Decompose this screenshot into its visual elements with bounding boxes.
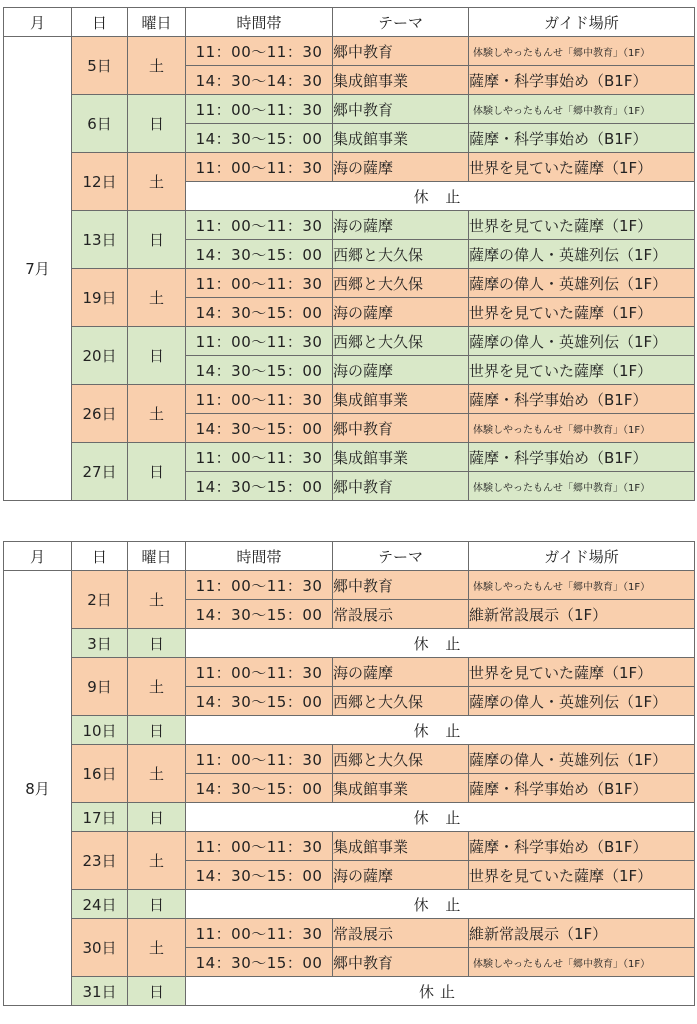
header-row (4, 542, 695, 571)
header-month: 月 (4, 8, 72, 37)
table-row (4, 95, 695, 124)
weekday-cell: 日 (128, 327, 186, 385)
place-cell: 薩摩の偉人・英雄列伝（1F） (469, 240, 695, 269)
header-theme: テーマ (333, 542, 469, 571)
table-row (4, 443, 695, 472)
theme-cell: 集成館事業 (333, 385, 469, 414)
day-cell: 13日 (72, 211, 128, 269)
weekday-cell: 土 (128, 269, 186, 327)
place-cell: 維新常設展示（1F） (469, 600, 695, 629)
place-cell: 薩摩の偉人・英雄列伝（1F） (469, 687, 695, 716)
closed-cell: 休 止 (186, 629, 695, 658)
place-cell: 薩摩の偉人・英雄列伝（1F） (469, 327, 695, 356)
day-cell: 5日 (72, 37, 128, 95)
day-cell: 6日 (72, 95, 128, 153)
day-cell: 24日 (72, 890, 128, 919)
place-cell: 体験しやったもんせ「郷中教育」（1F） (469, 472, 695, 501)
time-cell: 11：00〜11：30 (186, 571, 333, 600)
time-cell: 14：30〜15：00 (186, 948, 333, 977)
table-row (4, 919, 695, 948)
theme-cell: 郷中教育 (333, 571, 469, 600)
header-day: 日 (72, 8, 128, 37)
time-cell: 11：00〜11：30 (186, 37, 333, 66)
schedule-table-august (3, 541, 695, 1006)
table-row (4, 37, 695, 66)
time-cell: 14：30〜15：00 (186, 600, 333, 629)
day-cell: 16日 (72, 745, 128, 803)
weekday-cell: 日 (128, 443, 186, 501)
month-cell: 8月 (4, 571, 72, 1006)
time-cell: 11：00〜11：30 (186, 443, 333, 472)
weekday-cell: 日 (128, 890, 186, 919)
weekday-cell: 土 (128, 385, 186, 443)
weekday-cell: 土 (128, 571, 186, 629)
place-cell: 薩摩・科学事始め（B1F） (469, 66, 695, 95)
day-cell: 26日 (72, 385, 128, 443)
place-cell: 世界を見ていた薩摩（1F） (469, 356, 695, 385)
time-cell: 14：30〜15：00 (186, 240, 333, 269)
theme-cell: 集成館事業 (333, 66, 469, 95)
theme-cell: 常設展示 (333, 600, 469, 629)
weekday-cell: 土 (128, 658, 186, 716)
day-cell: 31日 (72, 977, 128, 1006)
table-row (4, 571, 695, 600)
place-cell: 維新常設展示（1F） (469, 919, 695, 948)
time-cell: 11：00〜11：30 (186, 658, 333, 687)
weekday-cell: 日 (128, 629, 186, 658)
day-cell: 20日 (72, 327, 128, 385)
day-cell: 10日 (72, 716, 128, 745)
place-cell: 薩摩・科学事始め（B1F） (469, 443, 695, 472)
weekday-cell: 土 (128, 832, 186, 890)
day-cell: 9日 (72, 658, 128, 716)
place-cell: 世界を見ていた薩摩（1F） (469, 211, 695, 240)
header-theme: テーマ (333, 8, 469, 37)
weekday-cell: 日 (128, 803, 186, 832)
header-weekday: 曜日 (128, 8, 186, 37)
theme-cell: 西郷と大久保 (333, 240, 469, 269)
time-cell: 11：00〜11：30 (186, 269, 333, 298)
place-cell: 薩摩・科学事始め（B1F） (469, 385, 695, 414)
header-place: ガイド場所 (469, 542, 695, 571)
day-cell: 23日 (72, 832, 128, 890)
theme-cell: 郷中教育 (333, 95, 469, 124)
weekday-cell: 日 (128, 211, 186, 269)
place-cell: 体験しやったもんせ「郷中教育」（1F） (469, 414, 695, 443)
theme-cell: 海の薩摩 (333, 861, 469, 890)
theme-cell: 海の薩摩 (333, 356, 469, 385)
table-row (4, 211, 695, 240)
time-cell: 11：00〜11：30 (186, 327, 333, 356)
closed-cell: 休 止 (186, 182, 695, 211)
table-row (4, 716, 695, 745)
time-cell: 11：00〜11：30 (186, 211, 333, 240)
place-cell: 薩摩・科学事始め（B1F） (469, 832, 695, 861)
time-cell: 14：30〜15：00 (186, 298, 333, 327)
table-row (4, 803, 695, 832)
theme-cell: 郷中教育 (333, 948, 469, 977)
place-cell: 薩摩・科学事始め（B1F） (469, 124, 695, 153)
place-cell: 薩摩の偉人・英雄列伝（1F） (469, 745, 695, 774)
table-row (4, 153, 695, 182)
header-time: 時間帯 (186, 8, 333, 37)
theme-cell: 西郷と大久保 (333, 687, 469, 716)
theme-cell: 海の薩摩 (333, 658, 469, 687)
table-row (4, 385, 695, 414)
time-cell: 14：30〜15：00 (186, 356, 333, 385)
table-row (4, 658, 695, 687)
time-cell: 14：30〜15：00 (186, 861, 333, 890)
theme-cell: 郷中教育 (333, 472, 469, 501)
weekday-cell: 土 (128, 919, 186, 977)
weekday-cell: 土 (128, 153, 186, 211)
table-row (4, 977, 695, 1006)
time-cell: 11：00〜11：30 (186, 745, 333, 774)
day-cell: 27日 (72, 443, 128, 501)
place-cell: 薩摩・科学事始め（B1F） (469, 774, 695, 803)
closed-cell: 休 止 (186, 890, 695, 919)
theme-cell: 集成館事業 (333, 774, 469, 803)
time-cell: 11：00〜11：30 (186, 153, 333, 182)
place-cell: 世界を見ていた薩摩（1F） (469, 298, 695, 327)
time-cell: 14：30〜15：00 (186, 774, 333, 803)
time-cell: 11：00〜11：30 (186, 95, 333, 124)
day-cell: 2日 (72, 571, 128, 629)
table-row (4, 832, 695, 861)
theme-cell: 集成館事業 (333, 832, 469, 861)
header-time: 時間帯 (186, 542, 333, 571)
weekday-cell: 日 (128, 977, 186, 1006)
place-cell: 体験しやったもんせ「郷中教育」（1F） (469, 948, 695, 977)
theme-cell: 海の薩摩 (333, 211, 469, 240)
place-cell: 世界を見ていた薩摩（1F） (469, 861, 695, 890)
time-cell: 14：30〜15：00 (186, 687, 333, 716)
table-row (4, 269, 695, 298)
time-cell: 14：30〜15：00 (186, 414, 333, 443)
closed-cell: 休 止 (186, 803, 695, 832)
header-place: ガイド場所 (469, 8, 695, 37)
theme-cell: 常設展示 (333, 919, 469, 948)
theme-cell: 集成館事業 (333, 443, 469, 472)
day-cell: 30日 (72, 919, 128, 977)
theme-cell: 海の薩摩 (333, 298, 469, 327)
header-day: 日 (72, 542, 128, 571)
weekday-cell: 土 (128, 745, 186, 803)
time-cell: 11：00〜11：30 (186, 385, 333, 414)
time-cell: 14：30〜15：00 (186, 472, 333, 501)
time-cell: 11：00〜11：30 (186, 919, 333, 948)
place-cell: 体験しやったもんせ「郷中教育」（1F） (469, 571, 695, 600)
theme-cell: 西郷と大久保 (333, 269, 469, 298)
theme-cell: 西郷と大久保 (333, 327, 469, 356)
day-cell: 12日 (72, 153, 128, 211)
table-row (4, 629, 695, 658)
place-cell: 世界を見ていた薩摩（1F） (469, 153, 695, 182)
place-cell: 世界を見ていた薩摩（1F） (469, 658, 695, 687)
theme-cell: 集成館事業 (333, 124, 469, 153)
place-cell: 体験しやったもんせ「郷中教育」（1F） (469, 95, 695, 124)
day-cell: 17日 (72, 803, 128, 832)
theme-cell: 郷中教育 (333, 414, 469, 443)
day-cell: 3日 (72, 629, 128, 658)
weekday-cell: 土 (128, 37, 186, 95)
closed-cell: 休 止 (186, 716, 695, 745)
weekday-cell: 日 (128, 716, 186, 745)
closed-cell: 休止 (186, 977, 695, 1006)
schedule-table-july (3, 7, 695, 501)
header-row (4, 8, 695, 37)
header-month: 月 (4, 542, 72, 571)
table-row (4, 745, 695, 774)
time-cell: 14：30〜15：00 (186, 124, 333, 153)
place-cell: 薩摩の偉人・英雄列伝（1F） (469, 269, 695, 298)
table-row (4, 890, 695, 919)
theme-cell: 郷中教育 (333, 37, 469, 66)
weekday-cell: 日 (128, 95, 186, 153)
header-weekday: 曜日 (128, 542, 186, 571)
theme-cell: 西郷と大久保 (333, 745, 469, 774)
theme-cell: 海の薩摩 (333, 153, 469, 182)
time-cell: 11：00〜11：30 (186, 832, 333, 861)
month-cell: 7月 (4, 37, 72, 501)
place-cell: 体験しやったもんせ「郷中教育」（1F） (469, 37, 695, 66)
day-cell: 19日 (72, 269, 128, 327)
table-row (4, 327, 695, 356)
time-cell: 14：30〜14：30 (186, 66, 333, 95)
